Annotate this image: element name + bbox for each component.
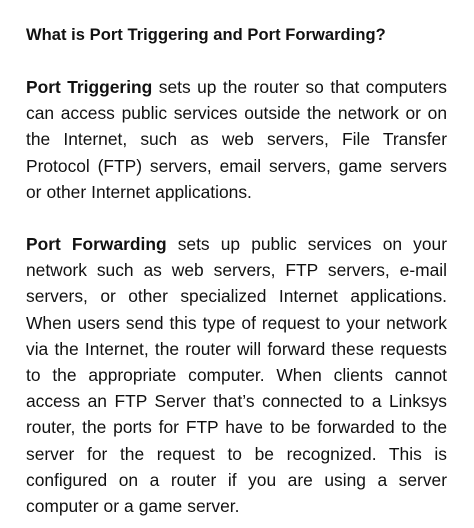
port-triggering-term: Port Triggering [26,77,153,97]
port-forwarding-description: sets up public services on your network such as web servers, FTP servers, e-mail servers, or other specialized Internet applications. When users send this type of request to your network via the Internet, the router will forward these requests to the appropriate computer. When clients cannot access an FTP Server that’s connected to a Linksys router, the ports for FTP have to be forwarded to the server for the request to be recognized. This is configured on a router if you are using a server computer or a game server. [26,234,447,517]
port-triggering-paragraph [26,74,447,205]
document-page [26,22,447,519]
page-title: What is Port Triggering and Port Forwarding? [26,26,386,44]
port-forwarding-paragraph [26,231,447,519]
port-forwarding-term: Port Forwarding [26,234,167,255]
port-triggering-description: sets up the router so that computers can access public services outside the network or on the Internet, such as web servers, File Transfer Protocol (FTP) servers, email servers, game servers or other Internet applications. [26,77,447,202]
